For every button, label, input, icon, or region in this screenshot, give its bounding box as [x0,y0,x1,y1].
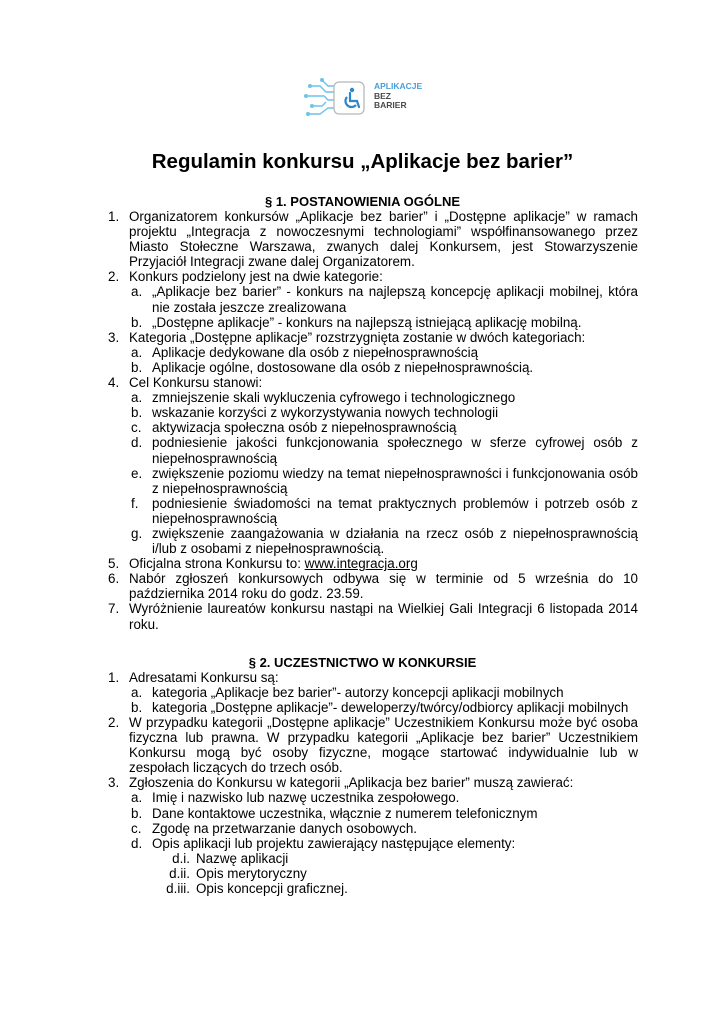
item-number: 1. [108,209,120,224]
item-text: Wyróżnienie laureatów konkursu nastąpi na Wielkiej Gali Integracji 6 listopada 2014 roku. [129,601,638,632]
sub-item-text: podniesienie jakości funkcjonowania społecznego w sferze cyfrowej osób z niepełnosprawnością [152,435,638,466]
sub-list-item [87,435,638,465]
section1-list [108,209,638,632]
sub-item-text: aktywizacja społeczna osób z niepełnosprawnością [152,420,457,436]
logo-text [374,82,422,111]
item-text: Organizatorem konkursów „Aplikacje bez barier” i „Dostępne aplikacje” w ramach projektu „Integracja z nowoczesnymi technologiami” współfinansowanego przez Miasto Stołeczne Warszawa, zwanych dalej Konkursem, jest Stowarzyszenie Przyjaciół Integracji zwane dalej Organizatorem. [129,209,638,270]
page-title: Regulamin konkursu „Aplikacje bez barier” [151,150,574,173]
sub-sub-list-item [87,851,638,866]
list-item [108,330,638,345]
sub-list-item [87,685,638,700]
section2-heading: § 2. UCZESTNICTWO W KONKURSIE [248,654,477,670]
sub-list-item [87,390,638,405]
sub-item-letter: g. [131,525,143,541]
list-item [108,775,638,790]
sub-item-letter: b. [131,359,143,375]
sub-list-item [87,420,638,435]
sub-item-letter: b. [131,314,143,330]
sub-item-letter: b. [131,699,143,715]
sub-list-item [87,360,638,375]
item-number: 1. [108,669,120,685]
sub-item-text: wskazanie korzyści z wykorzystywania nowych technologii [152,405,499,421]
sub-item-text: Dane kontaktowe uczestnika, włącznie z numerem telefonicznym [152,805,538,821]
sub-list-item [87,836,638,851]
sub-item-text: Aplikacje dedykowane dla osób z niepełnosprawnością [152,344,479,360]
item-text: Kategoria „Dostępne aplikacje” rozstrzygnięta zostanie w dwóch kategoriach: [129,329,586,345]
website-link[interactable]: www.integracja.org [304,556,418,572]
logo-line3: BARIER [374,100,407,110]
sub-item-letter: e. [131,465,143,481]
item-number: 6. [108,571,120,587]
sub-sub-item-number: d.ii. [169,865,190,881]
list-item [108,670,638,685]
sub-item-text: Aplikacje ogólne, dostosowane dla osób z niepełnosprawnością. [152,359,534,375]
sub-item-text: „Aplikacje bez barier” - konkurs na najlepszą koncepcję aplikacji mobilnej, która nie została jeszcze zrealizowana [152,284,638,315]
sub-item-letter: b. [131,405,143,421]
list-item [108,375,638,390]
sub-list-item [87,790,638,805]
sub-sub-item-text: Opis merytoryczny [196,865,307,881]
sub-item-letter: a. [131,390,143,406]
sub-item-letter: a. [131,284,143,300]
item-text: Nabór zgłoszeń konkursowych odbywa się w terminie od 5 września do 10 października 2014 roku do godz. 23.59. [129,571,638,602]
sub-item-letter: b. [131,805,143,821]
sub-item-letter: d. [131,435,143,451]
item-text: W przypadku kategorii „Dostępne aplikacje” Uczestnikiem Konkursu może być osoba fizyczna lub prawna. W przypadku kategorii „Aplikacje bez barier” Uczestnikiem Konkursu mogą być osoby fizyczne, mogące startować indywidualnie lub w zespołach liczących do trzech osób. [129,715,638,776]
logo-line1: APLIKACJE [374,81,423,91]
sub-item-text: zmniejszenie skali wykluczenia cyfrowego i technologicznego [152,390,516,406]
list-item [108,556,638,571]
sub-list-item [87,700,638,715]
sub-item-text: podniesienie świadomości na temat praktycznych problemów i potrzeb osób z niepełnosprawnością [152,495,638,526]
item-number: 7. [108,601,120,617]
item-text: Adresatami Konkursu są: [129,669,279,685]
sub-item-letter: d. [131,835,143,851]
item-text: Cel Konkursu stanowi: [129,375,263,391]
sub-item-text: Imię i nazwisko lub nazwę uczestnika zespołowego. [152,790,460,806]
sub-list-item [87,345,638,360]
list-item [108,601,638,631]
logo-line2: BEZ [374,90,391,101]
sub-item-letter: a. [131,790,143,806]
sub-sub-list-item [87,881,638,896]
item-number: 3. [108,329,120,345]
sub-item-text: „Dostępne aplikacje” - konkurs na najlepszą istniejącą aplikację mobilną. [152,314,582,330]
sub-list-item [87,315,638,330]
sub-item-text: kategoria „Aplikacje bez barier”- autorzy koncepcji aplikacji mobilnych [152,684,564,700]
sub-list-item [87,466,638,496]
sub-item-text: zwiększenie zaangażowania w działania na rzecz osób z niepełnosprawnością i/lub z osobami z niepełnosprawnością. [152,525,638,557]
sub-item-letter: a. [131,344,143,360]
sub-list-item [87,806,638,821]
sub-list-item [87,526,638,556]
sub-sub-item-text: Opis koncepcji graficznej. [196,881,348,897]
sub-item-letter: c. [131,420,142,436]
section1-heading: § 1. POSTANOWIENIA OGÓLNE [264,194,461,209]
item-number: 5. [108,556,120,572]
sub-list-item [87,284,638,314]
list-item [108,209,638,269]
sub-item-text: zwiększenie poziomu wiedzy na temat niepełnosprawności i funkcjonowania osób z niepełnosprawnością [152,465,638,496]
sub-sub-item-number: d.iii. [166,881,190,897]
sub-sub-item-number: d.i. [172,850,190,866]
item-number: 2. [108,715,120,730]
item-number: 2. [108,269,120,285]
sub-sub-item-text: Nazwę aplikacji [196,850,289,866]
logo [298,72,428,124]
sub-item-letter: f. [131,495,139,511]
section2-list [108,670,638,896]
sub-item-text: Zgodę na przetwarzanie danych osobowych. [152,820,417,836]
item-text: Oficjalna strona Konkursu to: [129,556,305,572]
sub-list-item [87,496,638,526]
sub-list-item [87,821,638,836]
sub-item-text: Opis aplikacji lub projektu zawierający następujące elementy: [152,835,516,851]
sub-list-item [87,405,638,420]
document-body [108,209,638,896]
sub-item-letter: a. [131,684,143,700]
sub-item-text: kategoria „Dostępne aplikacje”- deweloperzy/twórcy/odbiorcy aplikacji mobilnych [152,699,629,715]
list-item [108,715,638,775]
item-number: 3. [108,775,120,791]
sub-item-letter: c. [131,820,142,836]
item-text: Zgłoszenia do Konkursu w kategorii „Aplikacja bez barier” muszą zawierać: [129,775,574,791]
list-item [108,269,638,284]
sub-sub-list-item [87,866,638,881]
list-item [108,571,638,601]
section-gap [108,632,638,655]
item-number: 4. [108,375,120,391]
item-text: Konkurs podzielony jest na dwie kategorie: [129,269,383,285]
